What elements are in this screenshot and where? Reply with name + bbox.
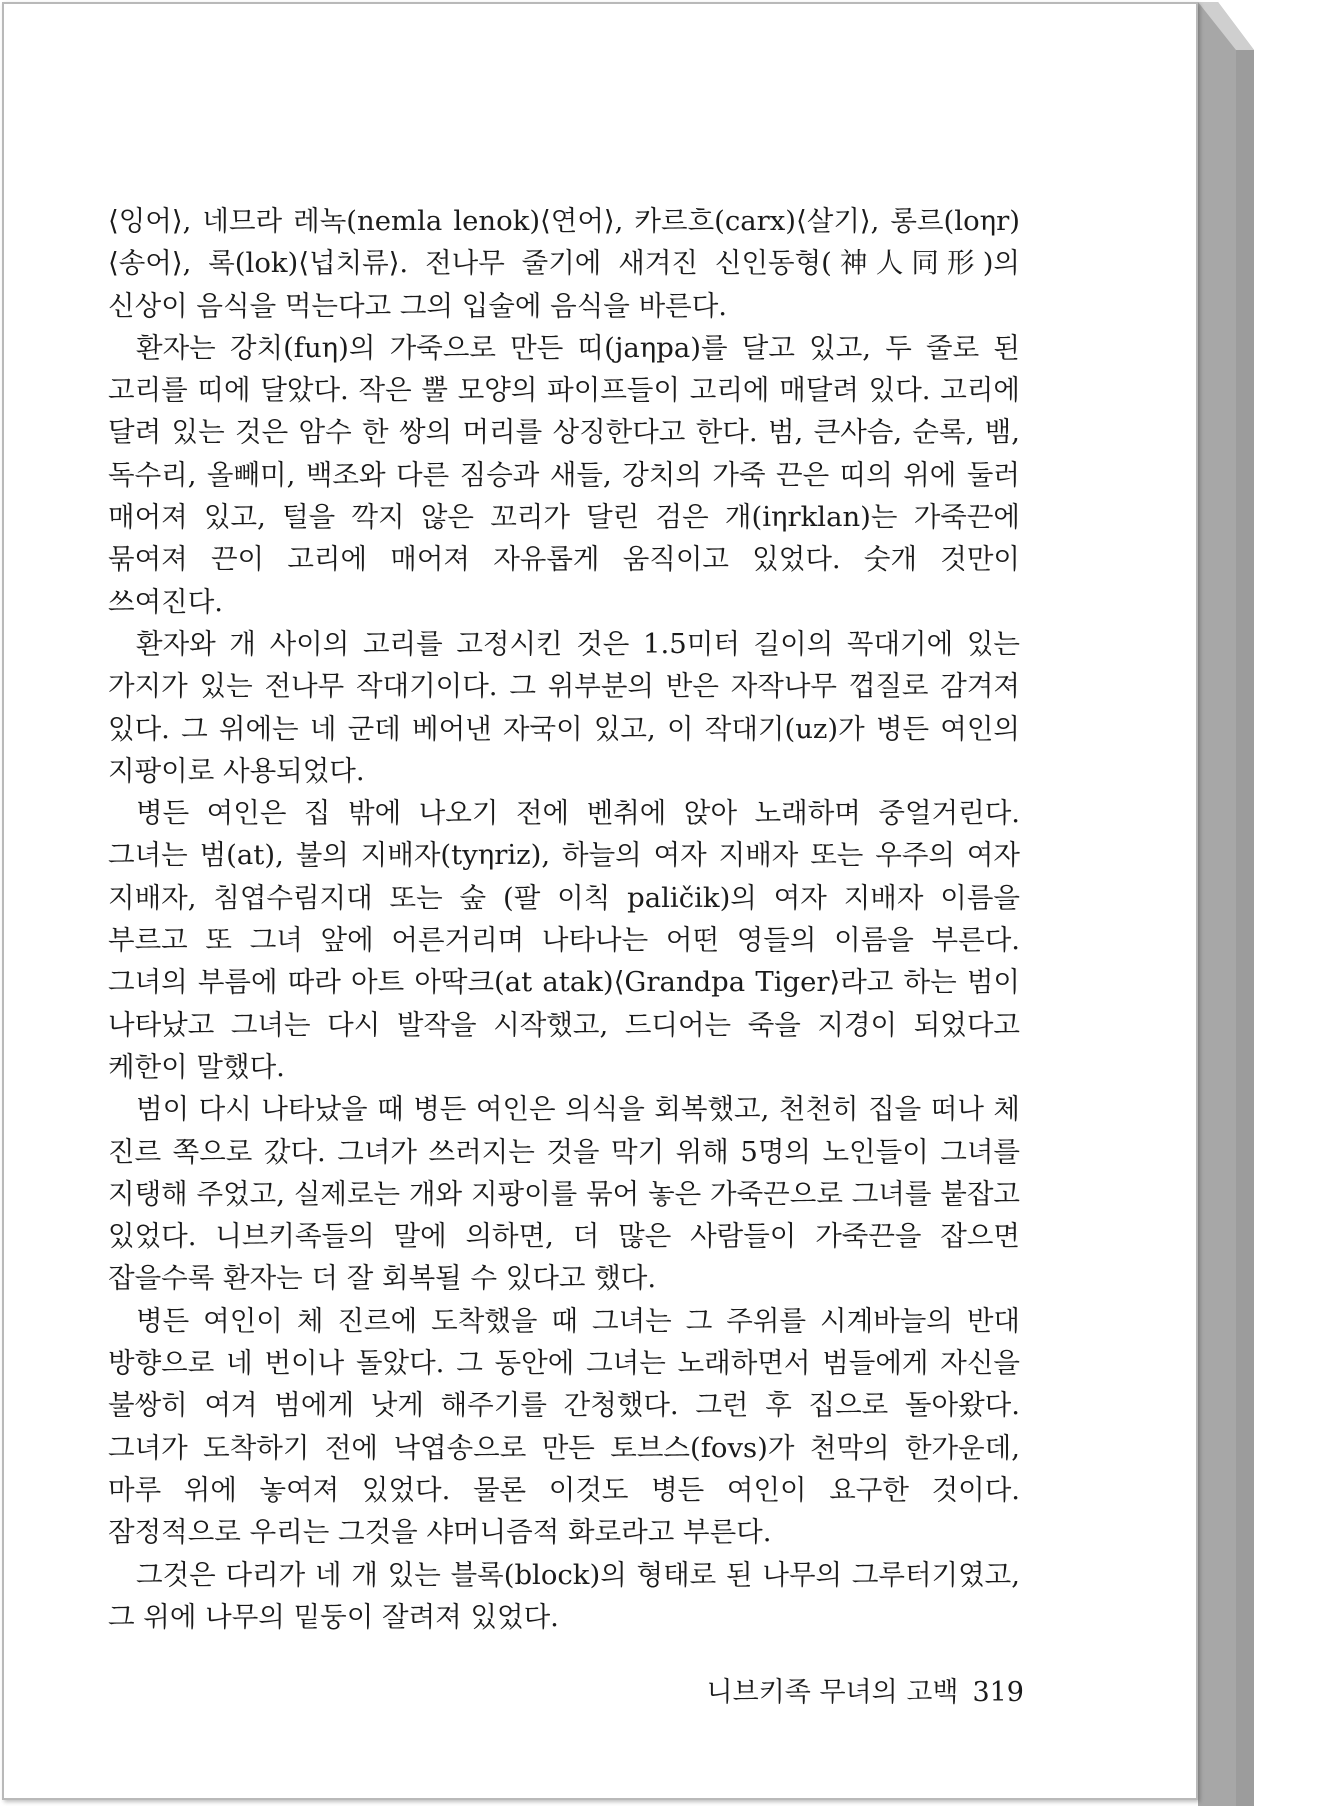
- book-page: [2, 2, 1198, 1800]
- paragraph-1: ⟨잉어⟩, 네므라 레녹(nemla lenok)⟨연어⟩, 카르흐(carx)⟨살기⟩, 롱르(loηr)⟨송어⟩, 록(lok)⟨넙치류⟩. 전나무 줄기에 새겨진 신인동형(神人同形)의 신상이 음식을 먹는다고 그의 입술에 음식을 바른다.: [108, 205, 1020, 322]
- page-number: 319: [972, 1677, 1024, 1708]
- paragraph-5: 범이 다시 나타났을 때 병든 여인은 의식을 회복했고, 천천히 집을 떠나 체 진르 쪽으로 갔다. 그녀가 쓰러지는 것을 막기 위해 5명의 노인들이 그녀를 지탱해 주었고, 실제로는 개와 지팡이를 묶어 놓은 가죽끈으로 그녀를 붙잡고 있었다. 니브키족들의 말에 의하면, 더 많은 사람들이 가죽끈을 잡으면 잡을수록 환자는 더 잘 회복될 수 있다고 했다.: [108, 1093, 1020, 1295]
- paragraph-4: 병든 여인은 집 밖에 나오기 전에 벤취에 앉아 노래하며 중얼거린다. 그녀는 범(at), 불의 지배자(tyηriz), 하늘의 여자 지배자 또는 우주의 여자 지배자, 침엽수림지대 또는 숲 (팔 이칙 paličik)의 여자 지배자 이름을 부르고 또 그녀 앞에 어른거리며 나타나는 어떤 영들의 이름을 부른다. 그녀의 부름에 따라 아트 아딱크(at atak)⟨Grandpa Tiger⟩라고 하는 범이 나타났고 그녀는 다시 발작을 시작했고, 드디어는 죽을 지경이 되었다고 케한이 말했다.: [108, 797, 1020, 1083]
- body-text: [108, 200, 1020, 1638]
- page-footer: [684, 1670, 1024, 1709]
- paragraph-6: 병든 여인이 체 진르에 도착했을 때 그녀는 그 주위를 시계바늘의 반대 방향으로 네 번이나 돌았다. 그 동안에 그녀는 노래하면서 범들에게 자신을 불쌍히 여겨 범에게 낫게 해주기를 간청했다. 그런 후 집으로 돌아왔다. 그녀가 도착하기 전에 낙엽송으로 만든 토브스(fovs)가 천막의 한가운데, 마루 위에 놓여져 있었다. 물론 이것도 병든 여인이 요구한 것이다. 잠정적으로 우리는 그것을 샤머니즘적 화로라고 부른다.: [108, 1304, 1020, 1549]
- paragraph-2: 환자는 강치(fuη)의 가죽으로 만든 띠(jaηpa)를 달고 있고, 두 줄로 된 고리를 띠에 달았다. 작은 뿔 모양의 파이프들이 고리에 매달려 있다. 고리에 달려 있는 것은 암수 한 쌍의 머리를 상징한다고 한다. 범, 큰사슴, 순록, 뱀, 독수리, 올빼미, 백조와 다른 짐승과 새들, 강치의 가죽 끈은 띠의 위에 둘러 매어져 있고, 털을 깍지 않은 꼬리가 달린 검은 개(iηrklan)는 가죽끈에 묶여져 끈이 고리에 매어져 자유롭게 움직이고 있었다. 숫개 것만이 쓰여진다.: [108, 331, 1020, 618]
- paragraph-7: 그것은 다리가 네 개 있는 블록(block)의 형태로 된 나무의 그루터기였고, 그 위에 나무의 밑둥이 잘려져 있었다.: [108, 1558, 1020, 1633]
- running-title: 니브키족 무녀의 고백: [706, 1677, 959, 1708]
- paragraph-3: 환자와 개 사이의 고리를 고정시킨 것은 1.5미터 길이의 꼭대기에 있는 가지가 있는 전나무 작대기이다. 그 위부분의 반은 자작나무 껍질로 감겨져 있다. 그 위에는 네 군데 베어낸 자국이 있고, 이 작대기(uz)가 병든 여인의 지팡이로 사용되었다.: [108, 627, 1020, 787]
